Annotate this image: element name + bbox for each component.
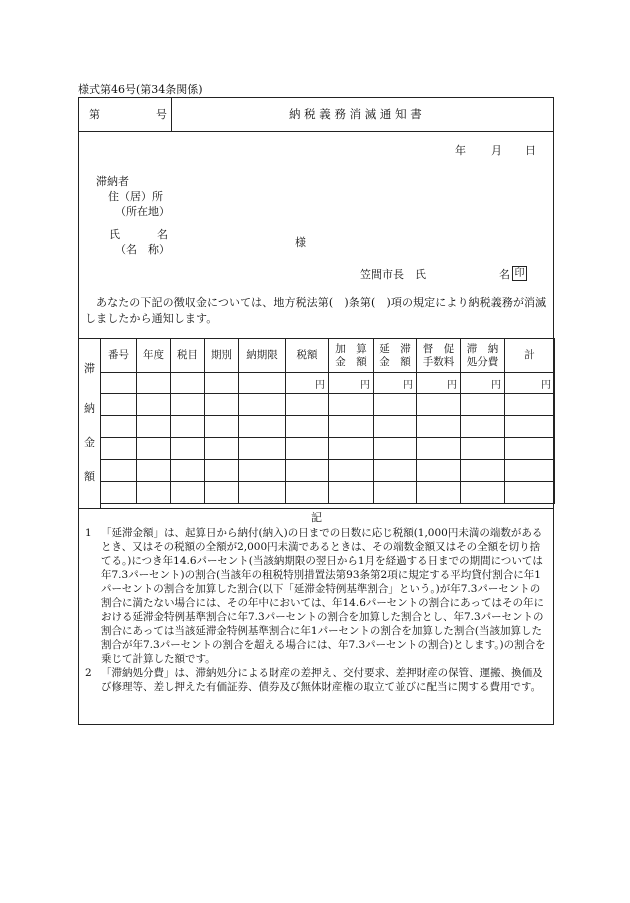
date-month: 月 bbox=[491, 144, 502, 157]
unit-yen: 円 bbox=[417, 373, 461, 394]
note-item-1 bbox=[85, 526, 547, 666]
form-number-label: 様式第46号(第34条関係) bbox=[78, 83, 203, 96]
note-text: 「延滞金額」は、起算日から納付(納入)の日までの日数に応じ税額(1,000円未満の端数があるとき、又はその税額の全額が2,000円未満であるときは、その端数金額又はその全額を切り捨てる。)につき年14.6パーセント(当該納期限の翌日から1月を経過する日までの期間については年7.3パーセント)の割合(当該年の租税特別措置法第93条第2項に規定する平均貸付割合に年1パーセントの割合を加算した割合(以下「延滞金特例基準割合」という。)が年7.3パーセントの割合に満たない場合には、その年中においては、年14.6パーセントの割合にあってはその年における延滞金特例基準割合に年7.3パーセントの割合を加算した割合とし、年7.3パーセントの割合にあっては当該延滞金特例基準割合に年1パーセントの割合を加算した割合(当該加算した割合が年7.3パーセントの割合を超える場合には、年7.3パーセントの割合)とします。)の割合を乗じて計算した額です。 bbox=[101, 527, 546, 665]
document-number-suffix: 号 bbox=[156, 108, 167, 121]
table-row bbox=[101, 394, 555, 416]
col-header-disposition-cost: 滞 納 処分費 bbox=[461, 339, 505, 373]
col-header-period: 期別 bbox=[205, 339, 239, 373]
table-unit-row bbox=[101, 373, 555, 394]
note-item-2 bbox=[85, 666, 547, 694]
header-rule bbox=[79, 131, 553, 132]
issuer-name-label: 名 bbox=[499, 268, 510, 281]
note-number: 1 bbox=[85, 527, 92, 539]
col-header-tax-item: 税目 bbox=[171, 339, 205, 373]
table-header-row bbox=[101, 339, 555, 373]
notes-title: 記 bbox=[311, 511, 322, 524]
note-number: 2 bbox=[85, 667, 92, 679]
arrears-table bbox=[100, 338, 555, 504]
name-alt-label: （名 称） bbox=[115, 243, 170, 256]
col-header-late-fee: 延 滞 金 額 bbox=[374, 339, 417, 373]
taxpayer-label: 滞納者 bbox=[96, 175, 129, 188]
notice-form bbox=[78, 97, 554, 725]
col-header-additional-amount: 加 算 金 額 bbox=[329, 339, 374, 373]
header-divider bbox=[171, 98, 172, 131]
location-label: （所在地） bbox=[115, 205, 170, 218]
issuer-title: 笠間市長 氏 bbox=[360, 268, 426, 281]
seal-mark: 印 bbox=[512, 266, 527, 281]
table-row bbox=[101, 482, 555, 504]
col-header-due-date: 納期限 bbox=[239, 339, 286, 373]
name-label-1: 氏 bbox=[109, 228, 120, 241]
side-label-char-2: 納 bbox=[84, 402, 95, 415]
notes-list bbox=[85, 526, 547, 694]
col-header-tax-amount: 税額 bbox=[286, 339, 329, 373]
unit-yen: 円 bbox=[505, 373, 555, 394]
note-text: 「滞納処分費」は、滞納処分による財産の差押え、交付要求、差押財産の保管、運搬、換価及び修理等、差し押えた有価証券、債券及び無体財産権の取立て並びに配当に関する費用です。 bbox=[101, 667, 543, 693]
col-header-number: 番号 bbox=[101, 339, 137, 373]
unit-yen: 円 bbox=[461, 373, 505, 394]
notes-top-rule bbox=[79, 508, 553, 509]
notice-text: あなたの下記の徴収金については、地方税法第( )条第( )項の規定により納税義務が消滅しましたから通知します。 bbox=[85, 296, 547, 325]
unit-yen: 円 bbox=[286, 373, 329, 394]
col-header-demand-fee: 督 促 手数料 bbox=[417, 339, 461, 373]
document-number-prefix: 第 bbox=[89, 108, 100, 121]
side-label-char-1: 滞 bbox=[84, 362, 95, 375]
name-label-2: 名 bbox=[157, 228, 168, 241]
date-year: 年 bbox=[455, 144, 466, 157]
table-row bbox=[101, 416, 555, 438]
unit-yen: 円 bbox=[374, 373, 417, 394]
col-header-year: 年度 bbox=[137, 339, 171, 373]
table-row bbox=[101, 438, 555, 460]
unit-yen: 円 bbox=[329, 373, 374, 394]
table-row bbox=[101, 460, 555, 482]
honorific-sama: 様 bbox=[295, 236, 306, 249]
side-label-char-4: 額 bbox=[84, 470, 95, 483]
document-title: 納 税 義 務 消 滅 通 知 書 bbox=[289, 107, 422, 121]
date-day: 日 bbox=[525, 144, 536, 157]
col-header-total: 計 bbox=[505, 339, 555, 373]
side-label-char-3: 金 bbox=[84, 436, 95, 449]
residence-label: 住（居）所 bbox=[108, 190, 163, 203]
